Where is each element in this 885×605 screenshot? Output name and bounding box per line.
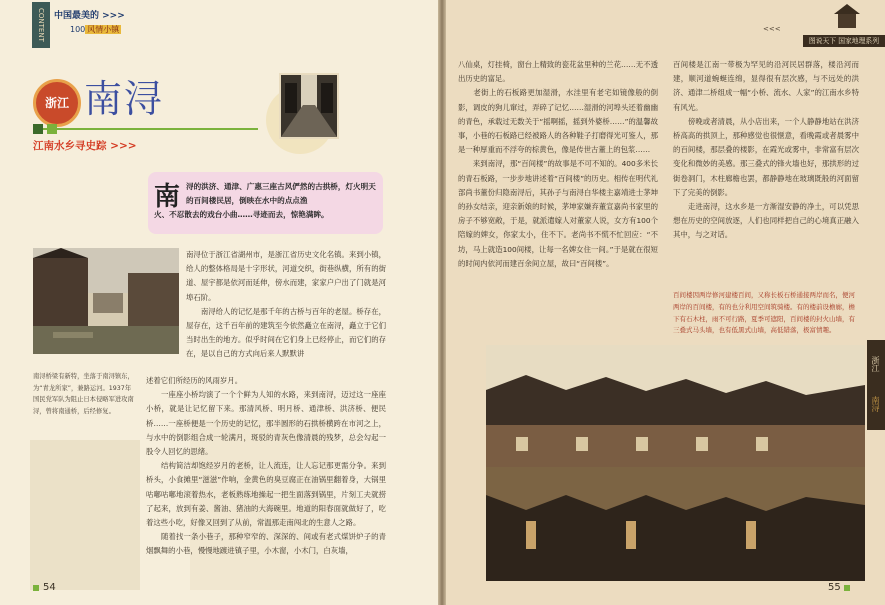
photo-caption: 南浔桥梁有新特，坐落于南浔镇东，为“青龙所家”，兼路运河。1937年国民党军队为阻止日本侵略军进攻南浔，曾将南通桥，后经修复。 [33, 373, 134, 415]
right-photo-caption: 百间楼因两岸修河建楼百间，又称长板石桥通接两岸而名，便河两岸的百间楼，有的也分利用空间筑骑楼。有的楼前设檐廊，檐下有石木柱，雨不可行路，夏季可遮阳，百间楼的封火山墙，有三叠式马头墙，也有低黑式山墙，高低错落，极富情趣。 [673, 291, 855, 335]
intro-box [148, 172, 383, 234]
title-decor-bar [33, 124, 258, 134]
page-title: 南浔 [84, 77, 165, 121]
side-tab-town: 南浔 [871, 396, 880, 412]
page-number-marker [33, 585, 39, 591]
baijianlou-photo [486, 345, 865, 581]
lane-photo [279, 73, 339, 139]
page-number: 55 [828, 582, 841, 593]
right-page [446, 0, 885, 605]
chapter-side-tab [867, 340, 885, 430]
header-arrows: <<< [763, 25, 781, 33]
side-tab-province: 浙江 [871, 356, 880, 372]
body-text-right-column: 南浔位于浙江省湖州市，是浙江省历史文化名镇。来到小镇，给人的整体格局是十字形状，河道交织，街巷纵横，所有的街道、屋宇都是依河而延伸，傍水而建，家家户户出了门就是河埠石阶。 南浔给人的记忆是那千年的古桥与百年的老屋。桥存在，屋存在，这千百年前的建筑至今依然矗立在南浔，矗立于它们当时出生的地方。似乎时间在它们身上已经停止，而它们的存在，是以自己的方式向后来人默默讲 [186, 250, 386, 359]
header-vertical-tab: CONTENT [32, 2, 50, 48]
intro-drop-cap: 南 [154, 182, 181, 212]
header-tag: 风情小镇 [87, 25, 120, 34]
page-number-marker [844, 585, 850, 591]
header-number: 100 [70, 25, 86, 34]
right-body-text-column2: 百间楼是江南一带极为罕见的沿河民居群落，楼沿河而建，顺河道蜿蜒连绵，显得很有层次感，与不远处的洪济、通津二桥组成一幅“小桥、流水、人家”的江南水乡特有风光。 傍晚或者清晨，从小店出来，一个人静静地站在洪济桥高高的拱顶上，那种感觉也很惬意，看晚霞或者晨雾中的百间楼，那层叠的楼影，在霞光或雾中，非常富有层次变化和微妙的美感。那三叠式的锋火墙也好，那拱形的过街卷洞门，木柱廊檐也罢，都静静地在玻璃既般的河面留下了完美的倒影。 走进南浔，这水乡是一方渐湿安静的净土，可以凭思想在历史的空间放逐，人们也同样把自己的心境真正融入其中，与之对话。 [673, 60, 859, 240]
series-header [759, 27, 885, 47]
intro-text-line1: 浔的洪济、通津、广惠三座古风俨然的古拱桥，灯火明天的百间楼民居，倒映在水中的点点渔 [186, 182, 376, 205]
intro-text-line2: 火、不忍散去的戏台小曲……寻迹而去，惊艳满眸。 [154, 210, 329, 219]
pagoda-icon [832, 4, 862, 30]
province-badge: 浙江 [33, 79, 81, 127]
page-subtitle: 江南水乡寻史踪 >>> [33, 140, 137, 152]
series-label: 图说天下 国家地理系列 [803, 35, 885, 47]
header-series-subtitle [70, 24, 121, 35]
canal-photo [33, 248, 179, 354]
left-page [0, 0, 438, 605]
right-body-text-column1: 八仙桌，灯挂椅，窗台上精致的瓷花盆里种的兰花……无不透出历史的富足。 老街上的石板路更加湿滑，水洼里有老宅如镜像般的倒影，调皮的狗儿窜过，弄碎了记忆……湿滑的河埠头还着幽幽的青色，承载过无数关于“摇啊摇，摇到外婆桥……”的温馨故事，小巷的石板路已经被路人的各种鞋子打磨得光可鉴人，那是一种厚重而不浮夸的棕黄色，像是传世古董上的包浆…… 来到南浔，那“百间楼”的故事是不可不知的。400多米长的青石板路，一步步地讲述着“百间楼”的历史。相传在明代礼部尚书董份归隐南浔后，其孙子与南浔白华楼主嘉靖进士茅坤的孙女结亲，迎亲新娘的时候，茅坤家嫌弃董宣嘉尚书家里的房子不够宽敞，于是，就派遣嫁人对董家人说，女方有100个陪嫁的婢女，你家太小，住不下。老尚书不慌不忙回应：“不坊，马上就造100间楼，让每一名婢女住一间。”于是就在很短的时间内依河而建百余间立屋，故曰“百间楼”。 [458, 60, 658, 268]
page-number: 54 [43, 582, 56, 593]
header-series-title: 中国最美的 >>> [54, 11, 125, 21]
page-gutter [438, 0, 446, 605]
section-header [32, 2, 152, 48]
body-text-full-column: 述着它们所经历的风雨岁月。 一座座小桥均演了一个个鲜为人知的水路，来到南浔，迈过这一座座小桥，就是让记忆留下来。那清风桥、明月桥、通津桥、洪济桥、便民桥……一座桥便是一个历史的记忆，那半圆形的石拱桥横跨在市河之上，与水中的倒影组合成一轮满月，斑驳的青灰色像清晨的残梦，总会勾起一股令人回忆的思绪。 结构简洁却饱经岁月的老桥，让人流连，让人忘记那更需分争。来到桥头，小食摊里“滋滋”作响，金黄色的臭豆腐正在油锅里翻着身，大锅里咕嘟咕嘟地滚着热水，老板熟练地操起一把生面落到锅里，片刻工夫就捞了起来，放到有姜、酱油、猪油的大海碗里。地道的阳春面就做好了，吃着这些小吃，好像又回到了从前，常温那走南闯北的生意人之路。 随着找一条小巷子，那种窄窄的、深深的、间或有老式煤饼炉子的青烟飘舞的小巷，慢慢地踱进镇子里，小木窗，小木门，白灰墙， [146, 376, 386, 556]
